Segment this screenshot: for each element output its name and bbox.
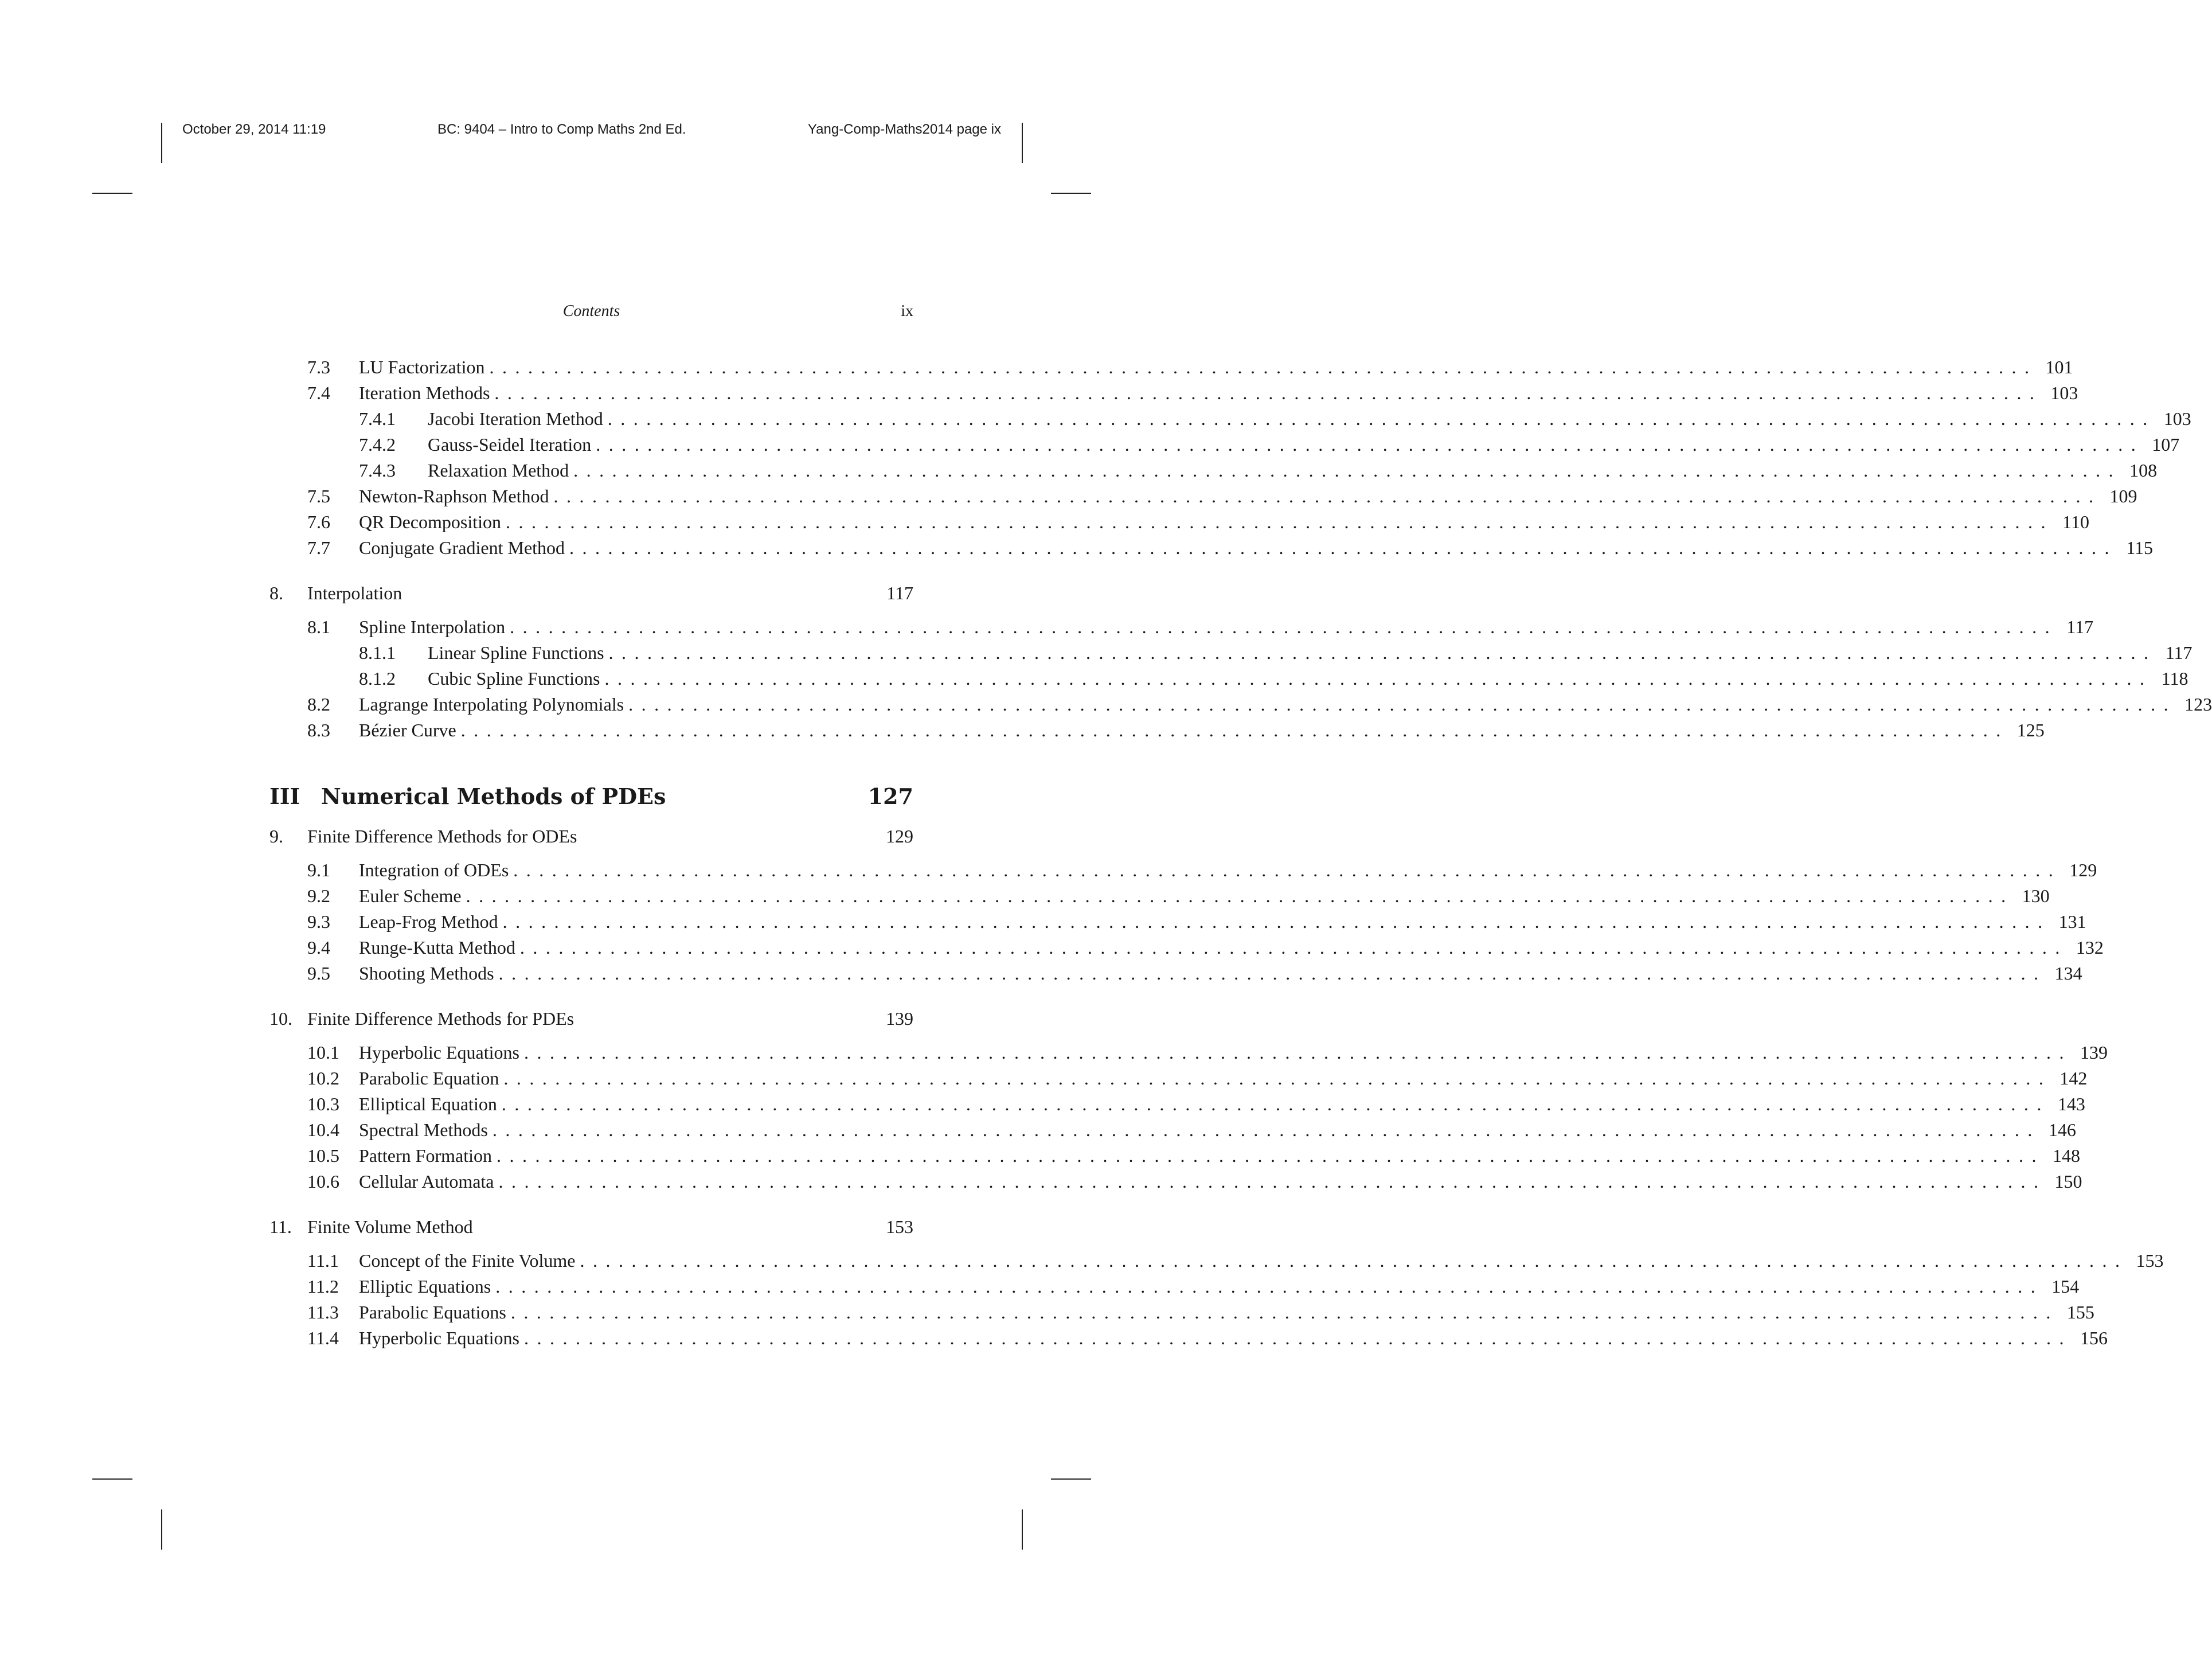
- toc-title: Iteration Methods: [359, 383, 490, 403]
- toc-section[interactable]: [269, 857, 2097, 883]
- toc-number: 10.2: [307, 1068, 339, 1089]
- toc-title: Elliptical Equation: [359, 1094, 497, 1114]
- toc-subsection[interactable]: [269, 406, 2191, 432]
- toc-section[interactable]: [269, 692, 2212, 717]
- toc-page: 103: [2163, 408, 2191, 429]
- dot-leader: ........................................................................................................................: [607, 408, 2156, 429]
- toc-number: 7.4.2: [359, 434, 396, 455]
- toc-title: Cubic Spline Functions: [428, 668, 600, 689]
- toc-section[interactable]: [269, 1040, 2108, 1066]
- toc-number: 10.4: [307, 1119, 339, 1140]
- toc-title: Finite Difference Methods for ODEs: [307, 826, 577, 846]
- toc-title: Spectral Methods: [359, 1119, 488, 1140]
- toc-page: 156: [2080, 1328, 2108, 1348]
- table-of-contents: [269, 354, 2212, 1351]
- toc-page: 154: [2051, 1276, 2080, 1297]
- dot-leader: ........................................................................................................................: [505, 512, 2054, 532]
- crop-mark: [92, 1478, 132, 1480]
- toc-number: 11.3: [307, 1302, 339, 1322]
- toc-number: 9.1: [307, 860, 330, 880]
- toc-page: 153: [886, 1216, 913, 1237]
- toc-title: Bézier Curve: [359, 720, 456, 740]
- toc-page: 117: [2066, 617, 2094, 637]
- dot-leader: ........................................................................................................................: [492, 1119, 2041, 1140]
- running-head-page-number: ix: [901, 302, 913, 320]
- toc-number: 7.6: [307, 512, 330, 532]
- dot-leader: ........................................................................................................................: [501, 1094, 2050, 1114]
- toc-number: 7.3: [307, 357, 330, 377]
- dot-leader: ........................................................................................................................: [523, 1328, 2072, 1348]
- toc-title: Leap-Frog Method: [359, 911, 498, 932]
- slug-book-code: BC: 9404 – Intro to Comp Maths 2nd Ed.: [437, 122, 686, 137]
- toc-page: 108: [2129, 460, 2158, 481]
- dot-leader: ........................................................................................................................: [496, 1145, 2045, 1166]
- toc-chapter[interactable]: [269, 1214, 913, 1240]
- toc-title: LU Factorization: [359, 357, 485, 377]
- crop-mark: [161, 1509, 162, 1550]
- toc-page: 139: [2080, 1042, 2108, 1063]
- dot-leader: ........................................................................................................................: [628, 694, 2177, 715]
- toc-subsection[interactable]: [269, 458, 2158, 483]
- toc-number: III: [269, 783, 300, 809]
- toc-chapter[interactable]: [269, 824, 913, 849]
- slug-page-id: Yang-Comp-Maths2014 page ix: [807, 122, 1001, 137]
- toc-title: Cellular Automata: [359, 1171, 494, 1192]
- dot-leader: ........................................................................................................................: [519, 937, 2068, 958]
- toc-section[interactable]: [269, 509, 2089, 535]
- running-head: [269, 302, 913, 325]
- toc-page: 118: [2161, 668, 2188, 689]
- toc-number: 9.3: [307, 911, 330, 932]
- toc-page: 134: [2054, 963, 2082, 984]
- toc-number: 11.2: [307, 1276, 339, 1297]
- toc-number: 8.3: [307, 720, 330, 740]
- toc-number: 8.1.1: [359, 642, 396, 663]
- toc-number: 10.6: [307, 1171, 339, 1192]
- toc-section[interactable]: [269, 909, 2086, 935]
- toc-section[interactable]: [269, 354, 2073, 380]
- toc-number: 8.1: [307, 617, 330, 637]
- toc-number: 10.1: [307, 1042, 339, 1063]
- toc-number: 9.: [269, 826, 283, 846]
- toc-number: 7.4.3: [359, 460, 396, 481]
- toc-title: Hyperbolic Equations: [359, 1042, 519, 1063]
- toc-number: 8.1.2: [359, 668, 396, 689]
- dot-leader: ........................................................................................................................: [494, 383, 2043, 403]
- toc-section[interactable]: [269, 1117, 2076, 1143]
- toc-number: 8.: [269, 583, 283, 603]
- dot-leader: ........................................................................................................................: [569, 537, 2118, 558]
- toc-page: 101: [2045, 357, 2073, 377]
- toc-number: 10.3: [307, 1094, 339, 1114]
- dot-leader: ........................................................................................................................: [489, 357, 2038, 377]
- toc-page: 130: [2022, 885, 2050, 906]
- dot-leader: ........................................................................................................................: [604, 668, 2153, 689]
- toc-section[interactable]: [269, 535, 2154, 561]
- crop-mark: [92, 193, 132, 194]
- toc-page: 155: [2066, 1302, 2094, 1322]
- toc-number: 11.1: [307, 1250, 339, 1271]
- toc-page: 110: [2062, 512, 2089, 532]
- toc-title: Concept of the Finite Volume: [359, 1250, 576, 1271]
- dot-leader: ........................................................................................................................: [498, 963, 2047, 984]
- toc-title: Hyperbolic Equations: [359, 1328, 519, 1348]
- dot-leader: ........................................................................................................................: [513, 860, 2062, 880]
- toc-page: 129: [886, 826, 913, 846]
- toc-title: Linear Spline Functions: [428, 642, 604, 663]
- toc-title: Lagrange Interpolating Polynomials: [359, 694, 624, 715]
- dot-leader: ........................................................................................................................: [502, 911, 2051, 932]
- toc-page: 109: [2109, 486, 2137, 506]
- toc-number: 10.: [269, 1008, 292, 1029]
- toc-section[interactable]: [269, 1248, 2164, 1274]
- toc-page: 125: [2016, 720, 2045, 740]
- toc-title: Spline Interpolation: [359, 617, 506, 637]
- toc-page: 103: [2050, 383, 2078, 403]
- toc-title: Runge-Kutta Method: [359, 937, 515, 958]
- toc-subsection[interactable]: [269, 640, 2193, 666]
- toc-page: 117: [886, 583, 913, 603]
- toc-section[interactable]: [269, 614, 2094, 640]
- toc-page: 129: [2069, 860, 2097, 880]
- toc-number: 7.4: [307, 383, 330, 403]
- running-head-title: Contents: [562, 302, 620, 320]
- crop-mark: [1022, 123, 1023, 163]
- toc-page: 115: [2126, 537, 2154, 558]
- dot-leader: ........................................................................................................................: [495, 1276, 2044, 1297]
- toc-number: 9.4: [307, 937, 330, 958]
- toc-title: Parabolic Equations: [359, 1302, 506, 1322]
- toc-chapter[interactable]: [269, 1006, 913, 1032]
- crop-mark: [1051, 193, 1091, 194]
- toc-section[interactable]: [269, 717, 2045, 743]
- toc-number: 11.4: [307, 1328, 339, 1348]
- dot-leader: ........................................................................................................................: [510, 617, 2058, 637]
- toc-title: Interpolation: [307, 583, 402, 603]
- dot-leader: ........................................................................................................................: [553, 486, 2102, 506]
- toc-number: 7.4.1: [359, 408, 396, 429]
- toc-title: Gauss-Seidel Iteration: [428, 434, 592, 455]
- dot-leader: ........................................................................................................................: [573, 460, 2122, 481]
- dot-leader: ........................................................................................................................: [503, 1068, 2052, 1089]
- toc-number: 9.2: [307, 885, 330, 906]
- dot-leader: ........................................................................................................................: [580, 1250, 2128, 1271]
- toc-title: Relaxation Method: [428, 460, 569, 481]
- toc-title: Conjugate Gradient Method: [359, 537, 565, 558]
- toc-page: 142: [2059, 1068, 2088, 1089]
- toc-section[interactable]: [269, 1066, 2088, 1091]
- toc-page: 131: [2058, 911, 2086, 932]
- toc-section[interactable]: [269, 1274, 2080, 1300]
- toc-page: 127: [867, 783, 913, 809]
- toc-page: 107: [2152, 434, 2180, 455]
- toc-part[interactable]: [269, 783, 913, 818]
- toc-page: 132: [2076, 937, 2104, 958]
- toc-section[interactable]: [269, 1300, 2094, 1325]
- toc-subsection[interactable]: [269, 666, 2188, 692]
- toc-section[interactable]: [269, 1325, 2108, 1351]
- dot-leader: ........................................................................................................................: [466, 885, 2014, 906]
- toc-title: Jacobi Iteration Method: [428, 408, 603, 429]
- toc-title: Integration of ODEs: [359, 860, 509, 880]
- toc-title: Elliptic Equations: [359, 1276, 491, 1297]
- toc-title: Pattern Formation: [359, 1145, 492, 1166]
- toc-number: 11.: [269, 1216, 292, 1237]
- toc-page: 139: [886, 1008, 913, 1029]
- toc-section[interactable]: [269, 1091, 2085, 1117]
- toc-number: 10.5: [307, 1145, 339, 1166]
- toc-chapter[interactable]: [269, 580, 913, 606]
- toc-section[interactable]: [269, 1169, 2082, 1195]
- dot-leader: ........................................................................................................................: [460, 720, 2009, 740]
- toc-page: 148: [2052, 1145, 2080, 1166]
- toc-number: 9.5: [307, 963, 330, 984]
- crop-mark: [1022, 1509, 1023, 1550]
- toc-title: Parabolic Equation: [359, 1068, 499, 1089]
- toc-title: Euler Scheme: [359, 885, 462, 906]
- toc-number: 8.2: [307, 694, 330, 715]
- toc-section[interactable]: [269, 380, 2078, 406]
- toc-title: Shooting Methods: [359, 963, 494, 984]
- toc-page: 143: [2057, 1094, 2085, 1114]
- toc-section[interactable]: [269, 961, 2082, 986]
- dot-leader: ........................................................................................................................: [596, 434, 2144, 455]
- toc-section[interactable]: [269, 1143, 2080, 1169]
- toc-page: 150: [2054, 1171, 2082, 1192]
- dot-leader: ........................................................................................................................: [608, 642, 2157, 663]
- toc-number: 7.5: [307, 486, 330, 506]
- dot-leader: ........................................................................................................................: [523, 1042, 2072, 1063]
- toc-title: Numerical Methods of PDEs: [321, 783, 666, 809]
- toc-title: Finite Volume Method: [307, 1216, 473, 1237]
- crop-mark: [161, 123, 162, 163]
- toc-title: Newton-Raphson Method: [359, 486, 549, 506]
- toc-section[interactable]: [269, 483, 2137, 509]
- toc-page: 153: [2136, 1250, 2164, 1271]
- toc-page: 146: [2048, 1119, 2076, 1140]
- toc-section[interactable]: [269, 883, 2050, 909]
- dot-leader: ........................................................................................................................: [510, 1302, 2059, 1322]
- toc-title: QR Decomposition: [359, 512, 501, 532]
- toc-page: 123: [2184, 694, 2212, 715]
- crop-mark: [1051, 1478, 1091, 1480]
- toc-section[interactable]: [269, 935, 2104, 961]
- toc-number: 7.7: [307, 537, 330, 558]
- toc-title: Finite Difference Methods for PDEs: [307, 1008, 575, 1029]
- toc-page: 117: [2165, 642, 2193, 663]
- toc-subsection[interactable]: [269, 432, 2180, 458]
- slug-date: October 29, 2014 11:19: [182, 122, 326, 137]
- dot-leader: ........................................................................................................................: [498, 1171, 2047, 1192]
